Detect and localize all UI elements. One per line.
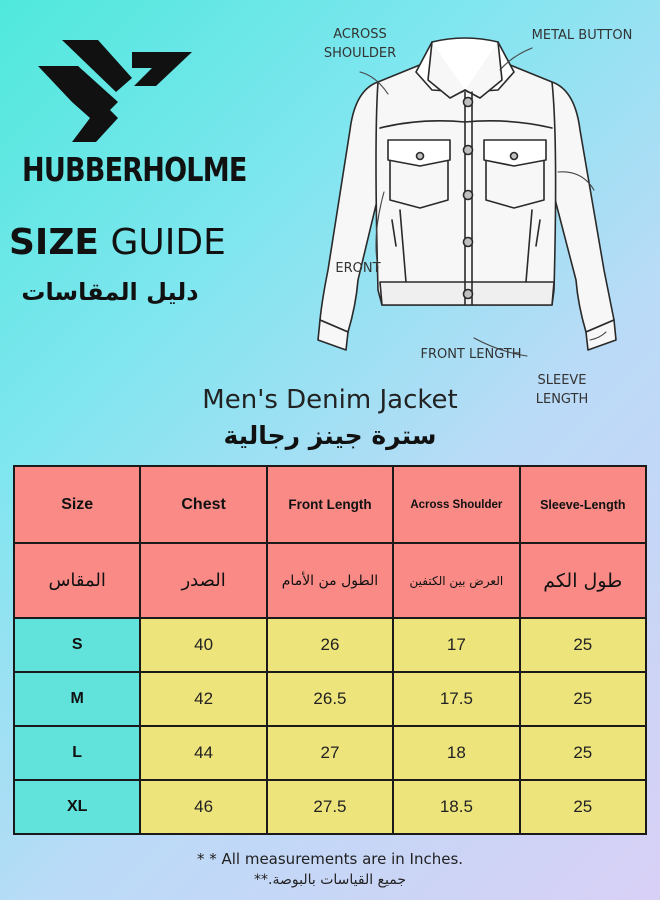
cell-chest: 46 [140, 780, 266, 834]
cell-across-shoulder: 17.5 [393, 672, 519, 726]
page-title-arabic: دليل المقاسات [21, 278, 199, 306]
cell-chest: 42 [140, 672, 266, 726]
cell-across-shoulder: 18.5 [393, 780, 519, 834]
page-title [9, 222, 226, 263]
hubberholme-logo-icon [36, 38, 192, 144]
header-front-length: Front Length [267, 466, 393, 543]
cell-size: M [14, 672, 140, 726]
cell-sleeve-length: 25 [520, 726, 646, 780]
header-sleeve-length-arabic: طول الكم [520, 543, 646, 618]
cell-front-length: 26 [267, 618, 393, 672]
cell-chest: 44 [140, 726, 266, 780]
table-row [14, 726, 646, 780]
header-row [14, 466, 646, 543]
header-chest: Chest [140, 466, 266, 543]
header-sleeve-length: Sleeve-Length [520, 466, 646, 543]
table-row [14, 618, 646, 672]
header-front-length-arabic: الطول من الأمام [267, 543, 393, 618]
cell-front-length: 26.5 [267, 672, 393, 726]
title-bold: SIZE [9, 222, 100, 263]
footnote-arabic: جميع القياسات بالبوصة.** [254, 872, 406, 888]
label-across-shoulder: ACROSS SHOULDER [323, 27, 397, 61]
table-row [14, 672, 646, 726]
cell-sleeve-length: 25 [520, 618, 646, 672]
cell-size: S [14, 618, 140, 672]
cell-front-length: 27.5 [267, 780, 393, 834]
header-row-arabic [14, 543, 646, 618]
label-sleeve-length: SLEEVE LENGTH [535, 373, 589, 407]
label-front-length: FRONT LENGTH [420, 347, 522, 362]
label-eront: ERONT [335, 261, 381, 276]
table-row [14, 780, 646, 834]
footnote: * * All measurements are in Inches. [196, 850, 464, 868]
cell-sleeve-length: 25 [520, 780, 646, 834]
brand-name: HUBBERHOLME [22, 150, 247, 189]
cell-sleeve-length: 25 [520, 672, 646, 726]
header-size-arabic: المقاس [14, 543, 140, 618]
product-name-arabic: سترة جينز رجالية [223, 421, 437, 450]
cell-chest: 40 [140, 618, 266, 672]
header-size: Size [14, 466, 140, 543]
size-table [13, 465, 647, 835]
header-chest-arabic: الصدر [140, 543, 266, 618]
label-metal-button: METAL BUTTON [531, 28, 633, 43]
cell-size: XL [14, 780, 140, 834]
cell-across-shoulder: 17 [393, 618, 519, 672]
cell-size: L [14, 726, 140, 780]
header-across-shoulder-arabic: العرض بين الكتفين [393, 543, 519, 618]
title-light: GUIDE [110, 222, 226, 263]
header-across-shoulder: Across Shoulder [393, 466, 519, 543]
cell-front-length: 27 [267, 726, 393, 780]
product-name: Men's Denim Jacket [202, 385, 458, 415]
cell-across-shoulder: 18 [393, 726, 519, 780]
